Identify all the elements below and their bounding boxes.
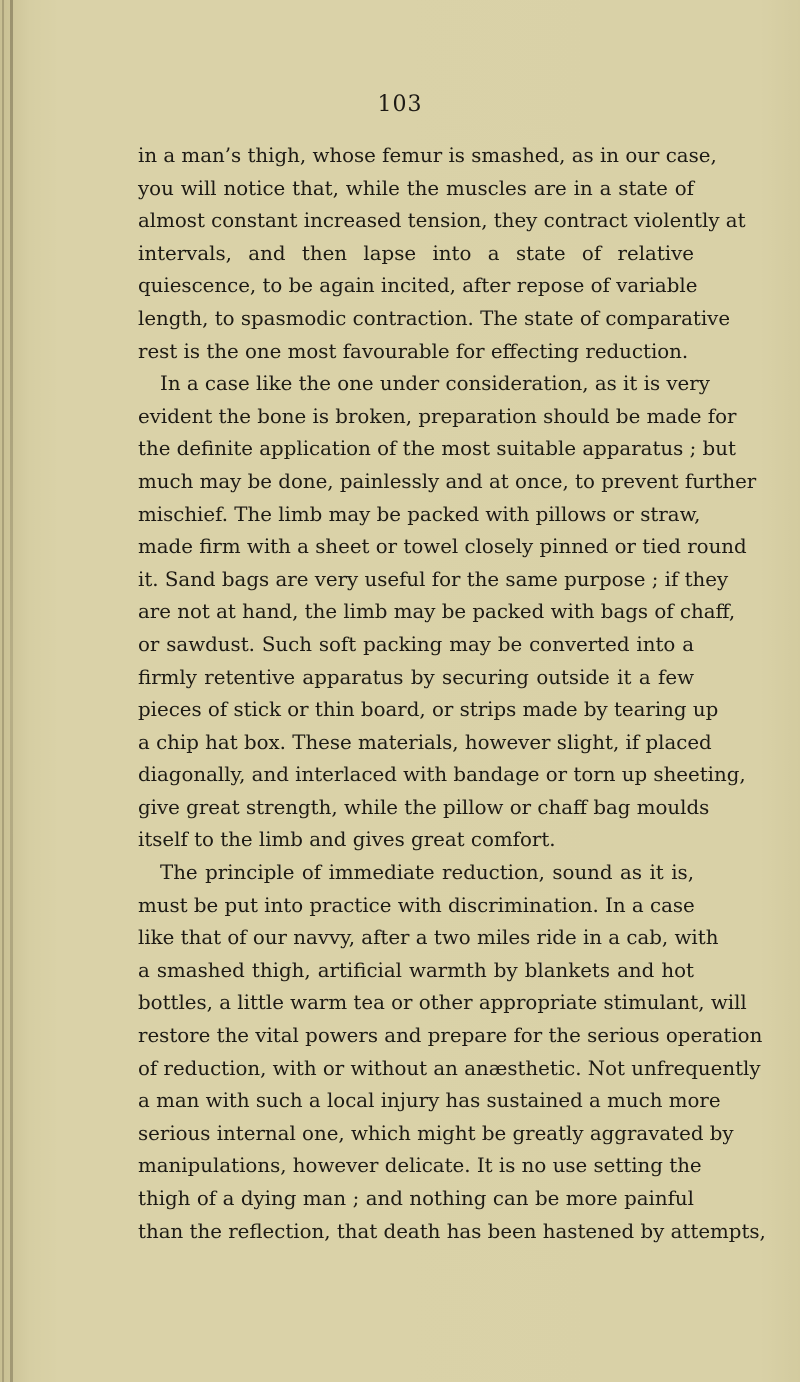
text-line: the definite application of the most suitable apparatus ; but <box>138 437 736 461</box>
text-line: or sawdust. Such soft packing may be converted into a <box>138 632 694 656</box>
text-line: restore the vital powers and prepare for the serious operation <box>138 1024 763 1048</box>
text-line: evident the bone is broken, preparation should be made for <box>138 404 737 428</box>
text-line: of reduction, with or without an anæsthetic. Not unfrequently <box>138 1056 761 1080</box>
text-line: bottles, a little warm tea or other appropriate stimulant, will <box>138 991 747 1015</box>
text-line: itself to the limb and gives great comfort. <box>138 828 556 852</box>
text-line: a smashed thigh, artificial warmth by blankets and hot <box>138 958 694 982</box>
text-line: diagonally, and interlaced with bandage or torn up sheeting, <box>138 763 746 787</box>
text-line: quiescence, to be again incited, after repose of variable <box>138 274 698 298</box>
text-line: than the reflection, that death has been hastened by attempts, <box>138 1219 766 1243</box>
text-line: made firm with a sheet or towel closely pinned or tied round <box>138 535 747 559</box>
text-line: manipulations, however delicate. It is no use setting the <box>138 1154 702 1178</box>
text-line: pieces of stick or thin board, or strips made by tearing up <box>138 698 719 722</box>
text-line: length, to spasmodic contraction. The state of comparative <box>138 306 731 330</box>
body-text <box>138 140 766 1248</box>
text-line: it. Sand bags are very useful for the same purpose ; if they <box>138 567 729 591</box>
text-line: are not at hand, the limb may be packed with bags of chaff, <box>138 600 736 624</box>
text-line: must be put into practice with discrimination. In a case <box>138 893 695 917</box>
page-edge-shadow <box>2 0 4 1382</box>
text-line: give great strength, while the pillow or chaff bag moulds <box>138 795 710 819</box>
text-line: a man with such a local injury has sustained a much more <box>138 1089 721 1113</box>
text-line: in a man’s thigh, whose femur is smashed, as in our case, <box>138 144 717 167</box>
text-line: thigh of a dying man ; and nothing can be more painful <box>138 1187 694 1210</box>
text-line: serious internal one, which might be greatly aggravated by <box>138 1121 734 1145</box>
text-line: In a case like the one under consideration, as it is very <box>160 372 710 396</box>
text-line: much may be done, painlessly and at once, to prevent further <box>138 469 757 493</box>
page-number: 103 <box>377 92 423 117</box>
text-line: you will notice that, while the muscles are in a state of <box>138 176 694 200</box>
text-line: mischief. The limb may be packed with pillows or straw, <box>138 502 701 526</box>
text-line: The principle of immediate reduction, sound as it is, <box>160 861 694 885</box>
text-line: rest is the one most favourable for effecting reduction. <box>138 339 689 363</box>
text-line: a chip hat box. These materials, however slight, if placed <box>138 730 712 754</box>
text-line: firmly retentive apparatus by securing outside it a few <box>138 665 694 689</box>
text-line: intervals, and then lapse into a state of relative <box>138 241 694 265</box>
text-line: almost constant increased tension, they contract violently at <box>138 209 746 233</box>
page-gutter-edge <box>10 0 13 1382</box>
text-line: like that of our navvy, after a two miles ride in a cab, with <box>138 926 719 950</box>
